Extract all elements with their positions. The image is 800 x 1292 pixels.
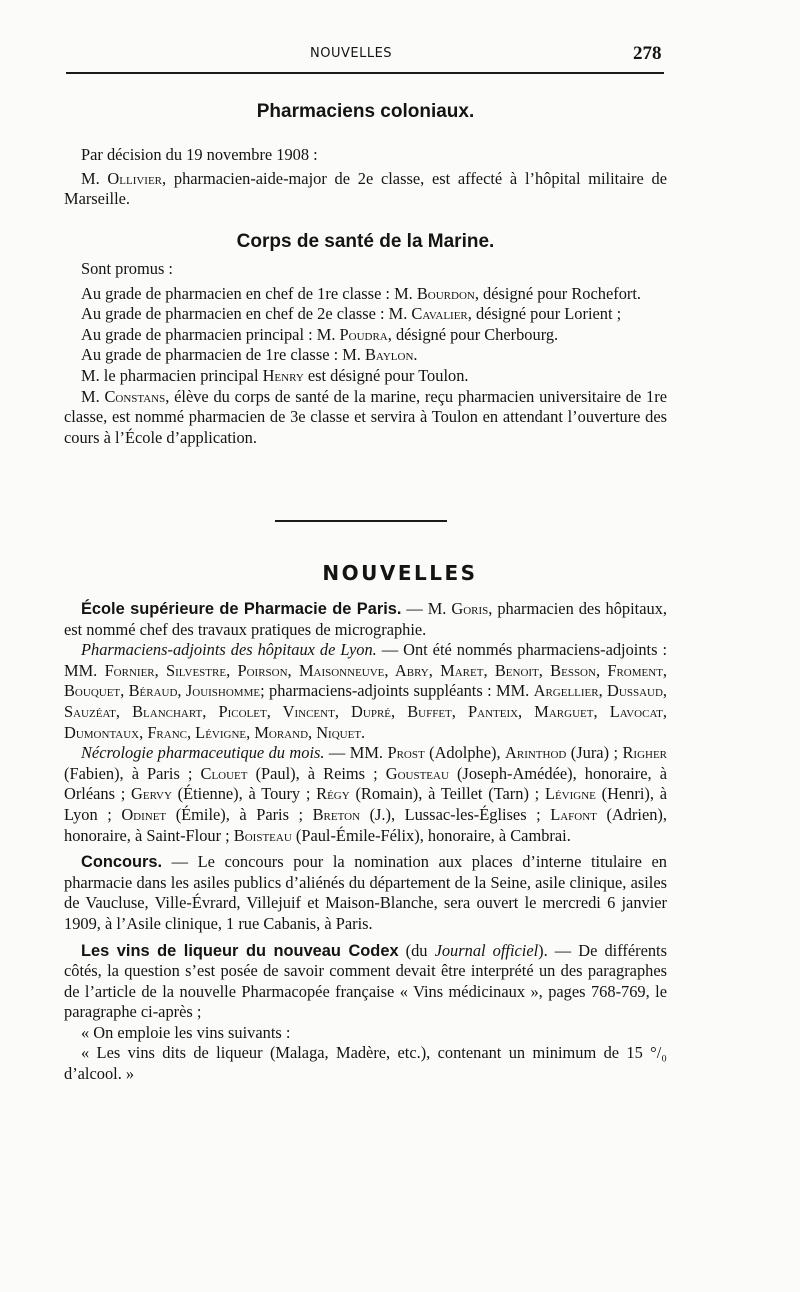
header-rule xyxy=(66,72,664,74)
quote-line xyxy=(64,1023,667,1044)
person-name: Prost xyxy=(387,743,425,763)
text: — Ont été nommés pharmaciens-adjoints : MM. xyxy=(64,640,668,680)
paragraph xyxy=(64,284,667,305)
text: — Le concours pour la nomination aux places d’interne titulaire en pharmacie dans les asiles publics d’aliénés du département de la Seine, asile clinique, asiles de Vaucluse, Ville-Évrard, Villejuif et Maison-Blanche, sera ouvert le mercredi 6 janvier 1909, à l’Asile clinique, 1 rue Cabanis, à Paris. xyxy=(64,852,667,933)
text: . xyxy=(413,345,418,365)
names-list: Fornier, Silvestre, Poirson, Maisonneuve, Abry, Maret, Benoit, Besson, Froment, Bouquet, Béraud, Jouishomme xyxy=(64,660,668,701)
text: (Joseph-Amédée), honoraire, à Orléans ; xyxy=(64,763,667,804)
journal-name: Journal officiel xyxy=(434,940,539,960)
person-name: Boisteau xyxy=(233,825,292,845)
text: (Adolphe), xyxy=(424,743,506,763)
text: . xyxy=(361,722,366,742)
person-name: Cavalier xyxy=(411,304,468,324)
paragraph xyxy=(64,145,667,166)
text: , élève du corps de santé de la marine, reçu pharmacien universitaire de 1re classe, est nommé pharmacien de 3e classe et servira à Toulon en attendant l’ouverture des cours à l’École d’application. xyxy=(64,386,667,447)
text: ). — De différents côtés, la question s’est posée de savoir comment devait être interprété un des paragraphes de l’article de la nouvelle Pharmacopée française « Vins médicinaux », pages 768-769, le paragraphe ci-après ; xyxy=(64,940,667,1022)
paragraph xyxy=(64,259,667,280)
text: (Étienne), à Toury ; xyxy=(171,784,317,804)
text: , désigné pour Lorient ; xyxy=(467,304,622,324)
nouvelles-heading: NOUVELLES xyxy=(322,561,478,585)
person-name: Baylon xyxy=(365,345,414,365)
text: « Les vins dits de liqueur (Malaga, Madère, etc.), contenant un minimum de 15 °/₀ d’alcool. » xyxy=(64,1043,667,1084)
person-name: Breton xyxy=(312,804,361,824)
running-head xyxy=(0,43,800,67)
person-name: Henry xyxy=(262,365,304,385)
text: , désigné pour Cherbourg. xyxy=(387,324,559,344)
italic-title: Pharmaciens-adjoints des hôpitaux de Lyon. xyxy=(81,640,377,660)
paragraph xyxy=(64,325,667,346)
paragraph xyxy=(64,387,667,449)
running-title: NOUVELLES xyxy=(310,46,393,61)
text: , pharmacien-aide-major de 2e classe, est affecté à l’hôpital militaire de Marseille. xyxy=(64,168,667,209)
person-name: Poudra xyxy=(339,324,388,344)
person-name: Gervy xyxy=(131,784,172,804)
section-title: Pharmaciens coloniaux. xyxy=(256,101,475,122)
person-name: Goris xyxy=(451,599,489,618)
section-title: Corps de santé de la Marine. xyxy=(236,231,495,252)
text: (Adrien), honoraire, à Saint-Flour ; xyxy=(64,804,667,845)
person-name: Arinthod xyxy=(505,743,567,763)
person-name: Régy xyxy=(316,784,350,804)
text: M. xyxy=(81,386,105,406)
paragraph-concours xyxy=(64,852,667,934)
text: , pharmacien des hôpitaux, est nommé chef des travaux pratiques de micrographie. xyxy=(64,599,667,639)
section-marine xyxy=(64,231,667,448)
text: — MM. xyxy=(324,743,388,763)
text: (Fabien), à Paris ; xyxy=(64,763,201,783)
person-name: M. Ollivier xyxy=(81,168,163,188)
runin-title: Concours. xyxy=(81,853,163,872)
paragraph xyxy=(64,366,667,387)
page-number: 278 xyxy=(633,43,662,64)
person-name: Constans xyxy=(104,386,166,406)
person-name: Righer xyxy=(622,743,668,763)
text: Au grade de pharmacien de 1re classe : M. xyxy=(81,345,365,365)
text: (Romain), à Teillet (Tarn) ; xyxy=(349,784,545,804)
text: Au grade de pharmacien principal : M. xyxy=(81,324,340,344)
text: (Henri), à Lyon ; xyxy=(64,784,667,824)
text: Au grade de pharmacien en chef de 1re classe : M. xyxy=(81,283,417,303)
text: Par décision du 19 novembre 1908 : xyxy=(81,145,318,164)
text: (Émile), à Paris ; xyxy=(166,804,313,824)
person-name: Lévigne xyxy=(544,784,596,804)
text: , désigné pour Rochefort. xyxy=(474,283,641,303)
text: Au grade de pharmacien en chef de 2e classe : M. xyxy=(81,304,412,324)
quote-line xyxy=(64,1043,667,1084)
paragraph-lyon xyxy=(64,640,667,743)
runin-title: École supérieure de Pharmacie de Paris. xyxy=(81,600,402,618)
text: — M. xyxy=(401,599,452,618)
person-name: Lafont xyxy=(550,804,597,824)
text: (Paul), à Reims ; xyxy=(247,763,386,783)
paragraph xyxy=(64,169,667,210)
names-list: Argellier, Dussaud, Sauzéat, Blanchart, Picolet, Vincent, Dupré, Buffet, Panteix, Marguet, Lavocat, Dumontaux, Franc, Lévigne, Morand, Niquet xyxy=(64,681,668,742)
person-name: Clouet xyxy=(200,763,248,783)
person-name: Bourdon xyxy=(416,283,475,303)
text: ; pharmaciens-adjoints suppléants : MM. xyxy=(260,681,534,701)
text: M. le pharmacien principal xyxy=(81,365,263,385)
runin-title: Les vins de liqueur du nouveau Codex xyxy=(81,941,399,960)
text: « On emploie les vins suivants : xyxy=(81,1022,291,1042)
section-nouvelles xyxy=(64,599,667,1085)
text: (Jura) ; xyxy=(566,743,623,763)
paragraph-necrologie xyxy=(64,743,667,846)
text: (J.), Lussac-les-Églises ; xyxy=(360,804,551,824)
person-name: Gousteau xyxy=(385,763,449,783)
separator-rule xyxy=(275,520,447,522)
paragraph xyxy=(64,304,667,325)
text: Sont promus : xyxy=(81,259,173,278)
section-pharmaciens-coloniaux xyxy=(64,101,667,210)
paragraph-vins xyxy=(64,941,667,1023)
text: (Paul-Émile-Félix), honoraire, à Cambrai. xyxy=(291,825,571,845)
paragraph-ecole xyxy=(64,599,667,640)
text: est désigné pour Toulon. xyxy=(303,365,469,385)
person-name: Odinet xyxy=(121,804,167,824)
italic-title: Nécrologie pharmaceutique du mois. xyxy=(81,743,325,763)
paragraph xyxy=(64,345,667,366)
text: (du xyxy=(398,940,435,960)
